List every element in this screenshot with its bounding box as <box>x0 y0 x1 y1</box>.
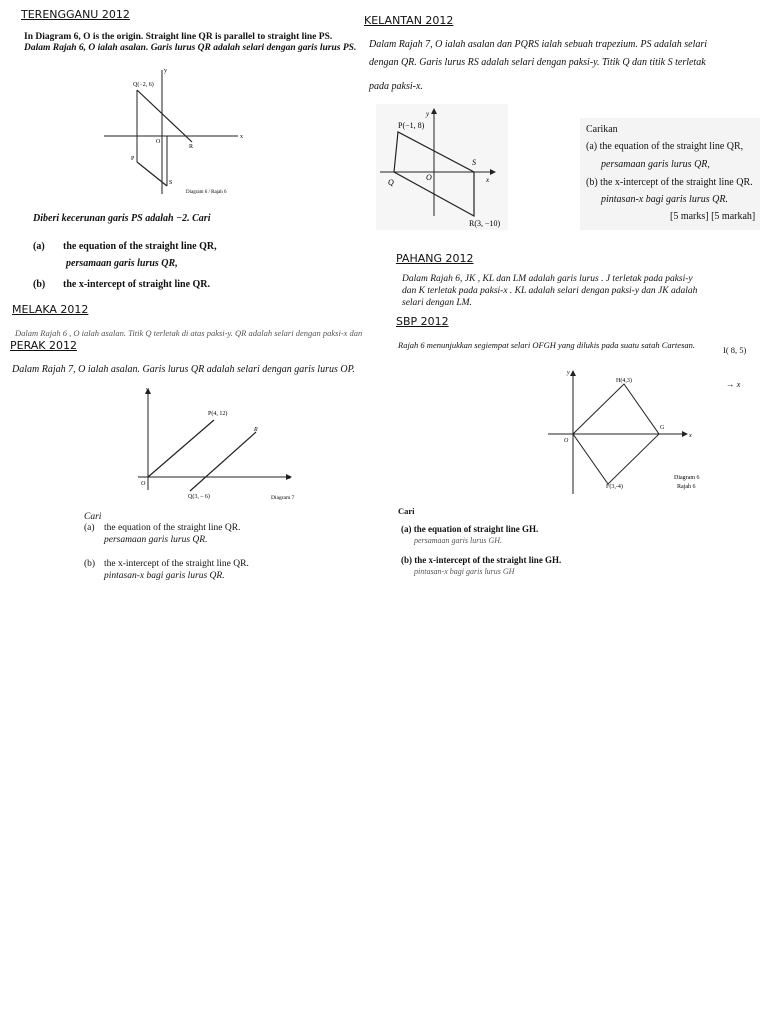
kelantan-carikan: Carikan <box>586 124 618 135</box>
label-y: y <box>164 68 167 74</box>
diagram-caption: Diagram 6 / Rajah 6 <box>186 190 227 195</box>
perak-diagram <box>126 382 306 504</box>
label-s: S <box>169 180 173 186</box>
label-o: O <box>564 438 569 444</box>
kelantan-a-ms: persamaan garis lurus QR, <box>601 159 710 170</box>
label-o: O <box>141 481 146 487</box>
terengganu-gradient: Diberi kecerunan garis PS adalah −2. Cari <box>33 213 211 224</box>
label-y: y <box>146 387 149 393</box>
sbp-diagram <box>544 366 710 496</box>
line-qr <box>137 90 192 142</box>
sbp-a-en: (a) the equation of straight line GH. <box>401 524 539 534</box>
label-x: x <box>486 176 490 184</box>
melaka-line1: Dalam Rajah 6 , O ialah asalan. Titik Q terletak di atas paksi-y. QR adalah selari dengan paksi-x dan <box>15 328 363 338</box>
label-r: R(3, −10) <box>469 219 501 228</box>
sbp-cari: Cari <box>398 506 415 516</box>
label-q: Q(−2, 6) <box>133 82 154 88</box>
kelantan-marks: [5 marks] [5 markah] <box>670 211 756 222</box>
label-y: y <box>426 110 430 118</box>
sbp-a-ms: persamaan garis lurus GH. <box>414 536 503 545</box>
perak-cari: Cari <box>84 512 102 522</box>
perak-a-label: (a) <box>84 523 95 533</box>
label-f: F(3,-4) <box>606 484 623 490</box>
kelantan-a-en: (a) the equation of the straight line QR, <box>586 141 744 152</box>
label-o: O <box>156 139 161 145</box>
caption-1: Diagram 6 <box>674 475 700 481</box>
sbp-line1: Rajah 6 menunjukkan segiempat selari OFGH yang dilukis pada suatu satah Cartesan. <box>398 340 696 350</box>
line-op <box>148 420 214 477</box>
heading-sbp: SBP 2012 <box>396 315 449 328</box>
label-q: Q(3, – 6) <box>188 494 210 500</box>
perak-b-ms: pintasan-x bagi garis lurus QR. <box>104 571 225 581</box>
terengganu-diagram <box>100 62 250 197</box>
label-x: x <box>240 134 243 140</box>
kelantan-line1: Dalam Rajah 7, O ialah asalan dan PQRS ialah sebuah trapezium. PS adalah selari <box>369 39 708 50</box>
label-y: y <box>567 370 570 376</box>
diagram-caption: Diagram 7 <box>271 495 295 501</box>
label-x: x <box>689 433 692 439</box>
kelantan-b-ms: pintasan-x bagi garis lurus QR. <box>601 194 728 205</box>
label-p: P(4, 12) <box>208 411 228 417</box>
kelantan-line2: dengan QR. Garis lurus RS adalah selari dengan paksi-y. Titik Q dan titik S terletak <box>369 57 706 68</box>
sbp-corner-point: I( 8, 5) <box>723 345 747 355</box>
y-arrow <box>570 370 576 376</box>
terengganu-a-label: (a) <box>33 241 45 252</box>
diagram-background <box>376 104 508 230</box>
label-p: P(−1, 8) <box>398 121 425 130</box>
heading-perak: PERAK 2012 <box>10 339 78 352</box>
terengganu-line-en: In Diagram 6, O is the origin. Straight line QR is parallel to straight line PS. <box>24 32 333 42</box>
kelantan-b-en: (b) the x-intercept of the straight line QR. <box>586 177 753 188</box>
terengganu-a-en: the equation of the straight line QR, <box>63 241 217 252</box>
label-o: O <box>426 173 432 182</box>
pahang-line3: selari dengan LM. <box>402 298 472 308</box>
pahang-line1: Dalam Rajah 6, JK , KL dan LM adalah garis lurus . J terletak pada paksi-y <box>402 274 693 284</box>
label-r: R <box>254 427 258 433</box>
perak-a-en: the equation of the straight line QR. <box>104 523 241 533</box>
terengganu-line-ms: Dalam Rajah 6, O ialah asalan. Garis lurus QR adalah selari dengan garis lurus PS. <box>24 43 357 53</box>
heading-melaka: MELAKA 2012 <box>12 303 89 316</box>
label-s: S <box>472 158 476 167</box>
label-x: x <box>288 475 291 481</box>
sbp-b-ms: pintasan-x bagi garis lurus GH <box>414 567 515 576</box>
perak-b-en: the x-intercept of the straight line QR. <box>104 559 249 569</box>
terengganu-b-en: the x-intercept of straight line QR. <box>63 279 211 290</box>
label-p: P <box>131 156 135 162</box>
pahang-line2: dan K terletak pada paksi-x . KL adalah selari dengan paksi-y dan JK adalah <box>402 286 698 296</box>
label-g: G <box>660 425 665 431</box>
label-h: H(4,3) <box>616 378 632 384</box>
kelantan-diagram <box>376 104 508 230</box>
terengganu-a-ms: persamaan garis lurus QR, <box>66 258 178 269</box>
line-qr <box>190 432 256 491</box>
perak-line1: Dalam Rajah 7, O ialah asalan. Garis lurus QR adalah selari dengan garis lurus OP. <box>12 364 355 375</box>
label-q: Q <box>388 178 394 187</box>
kelantan-line3: pada paksi-x. <box>369 81 423 92</box>
label-r: R <box>189 144 194 150</box>
caption-2: Rajah 6 <box>677 484 696 490</box>
heading-kelantan: KELANTAN 2012 <box>364 14 454 27</box>
perak-b-label: (b) <box>84 559 96 569</box>
terengganu-b-label: (b) <box>33 279 46 290</box>
x-arrow <box>682 431 688 437</box>
sbp-b-en: (b) the x-intercept of the straight line GH. <box>401 555 562 565</box>
perak-a-ms: persamaan garis lurus QR. <box>104 535 208 545</box>
sbp-stray-arrow: → x <box>726 379 741 389</box>
heading-pahang: PAHANG 2012 <box>396 252 474 265</box>
heading-terengganu: TERENGGANU 2012 <box>21 8 130 21</box>
